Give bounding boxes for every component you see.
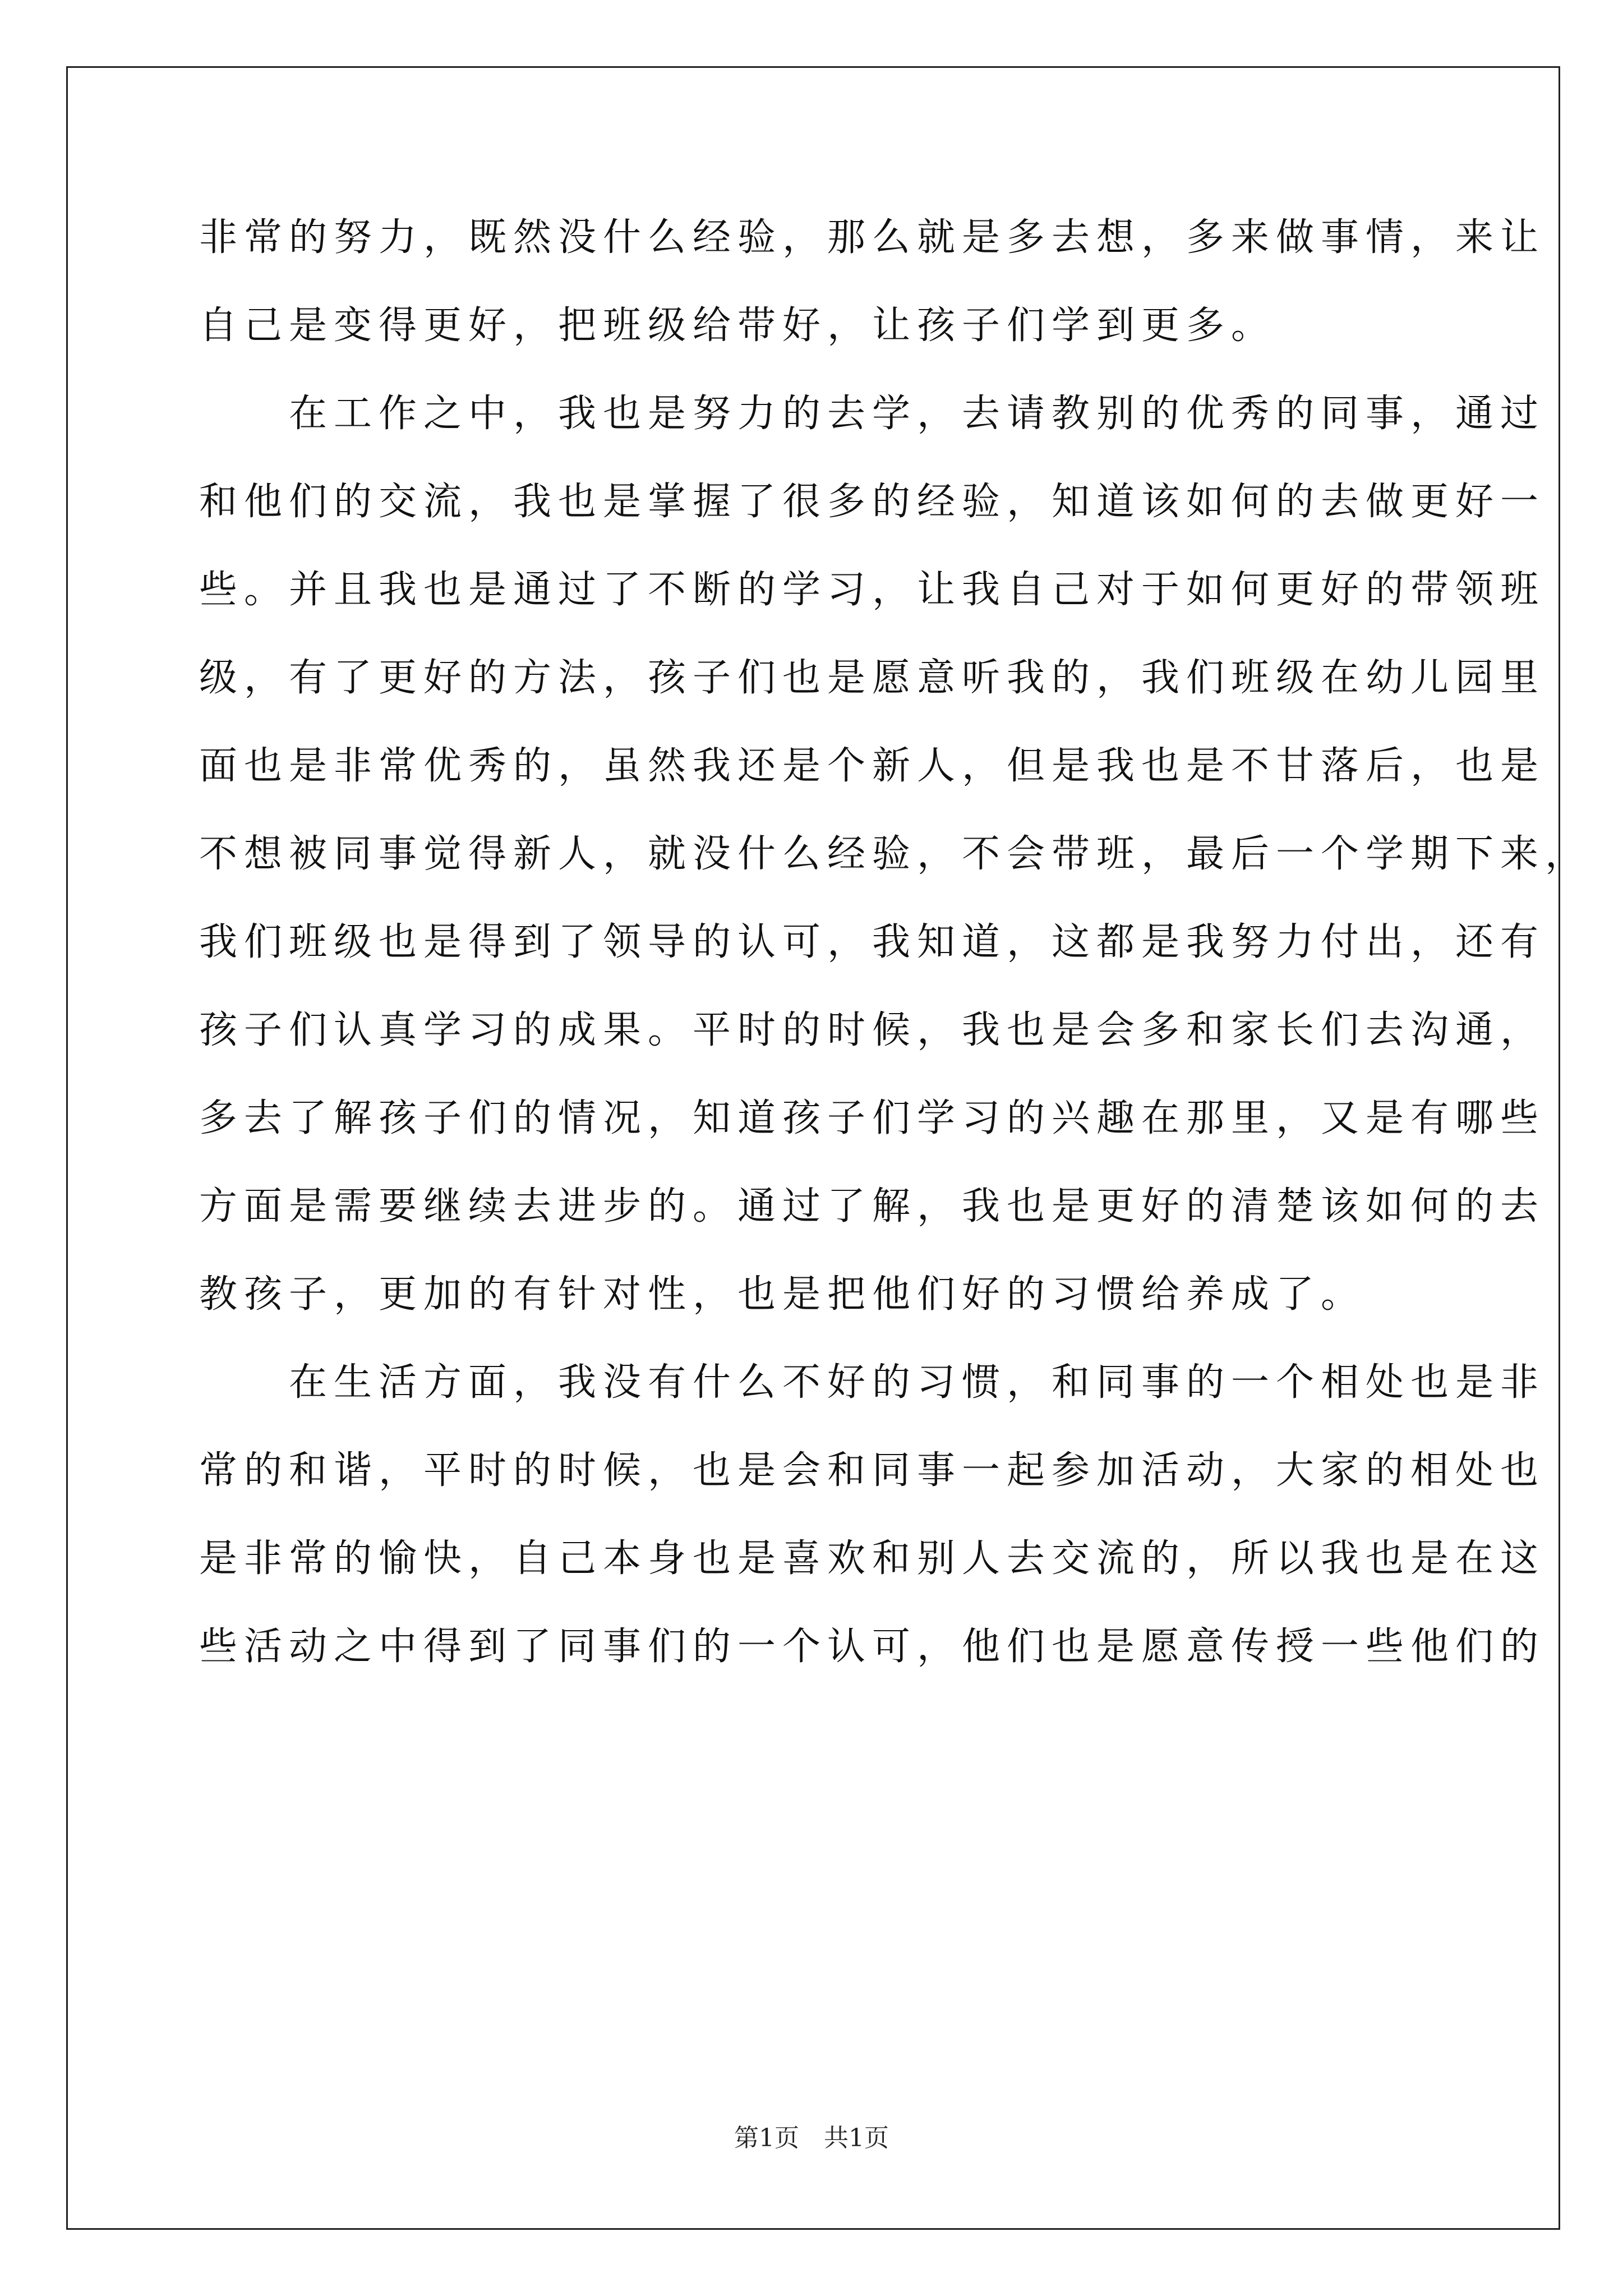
text-line-9: 我们班级也是得到了领导的认可，我知道，这都是我努力付出，还有 <box>199 920 1546 964</box>
document-body <box>199 215 1590 1716</box>
text-line-12: 方面是需要继续去进步的。通过了解，我也是更好的清楚该如何的去 <box>199 1184 1546 1228</box>
text-line-5: 些。并且我也是通过了不断的学习，让我自己对于如何更好的带领班 <box>199 568 1546 612</box>
text-line-14: 在生活方面，我没有什么不好的习惯，和同事的一个相处也是非 <box>199 1360 1546 1405</box>
text-line-6: 级，有了更好的方法，孩子们也是愿意听我的，我们班级在幼儿园里 <box>199 656 1546 700</box>
page-footer: 第1页 共1页 <box>734 2124 889 2152</box>
text-line-3: 在工作之中，我也是努力的去学，去请教别的优秀的同事，通过 <box>199 392 1546 436</box>
text-line-13: 教孩子，更加的有针对性，也是把他们好的习惯给养成了。 <box>199 1272 1366 1317</box>
text-line-8: 不想被同事觉得新人，就没什么经验，不会带班，最后一个学期下来， <box>199 832 1590 876</box>
text-line-17: 些活动之中得到了同事们的一个认可，他们也是愿意传授一些他们的 <box>199 1625 1546 1669</box>
text-line-7: 面也是非常优秀的，虽然我还是个新人，但是我也是不甘落后，也是 <box>199 744 1546 788</box>
text-line-2: 自己是变得更好，把班级给带好，让孩子们学到更多。 <box>199 303 1276 348</box>
text-line-11: 多去了解孩子们的情况，知道孩子们学习的兴趣在那里，又是有哪些 <box>199 1096 1546 1140</box>
text-line-4: 和他们的交流，我也是掌握了很多的经验，知道该如何的去做更好一 <box>199 480 1546 524</box>
text-line-16: 是非常的愉快，自己本身也是喜欢和别人去交流的，所以我也是在这 <box>199 1536 1546 1581</box>
text-line-10: 孩子们认真学习的成果。平时的时候，我也是会多和家长们去沟通， <box>199 1008 1546 1052</box>
text-line-15: 常的和谐，平时的时候，也是会和同事一起参加活动，大家的相处也 <box>199 1448 1546 1493</box>
text-line-1: 非常的努力，既然没什么经验，那么就是多去想，多来做事情，来让 <box>199 215 1546 260</box>
